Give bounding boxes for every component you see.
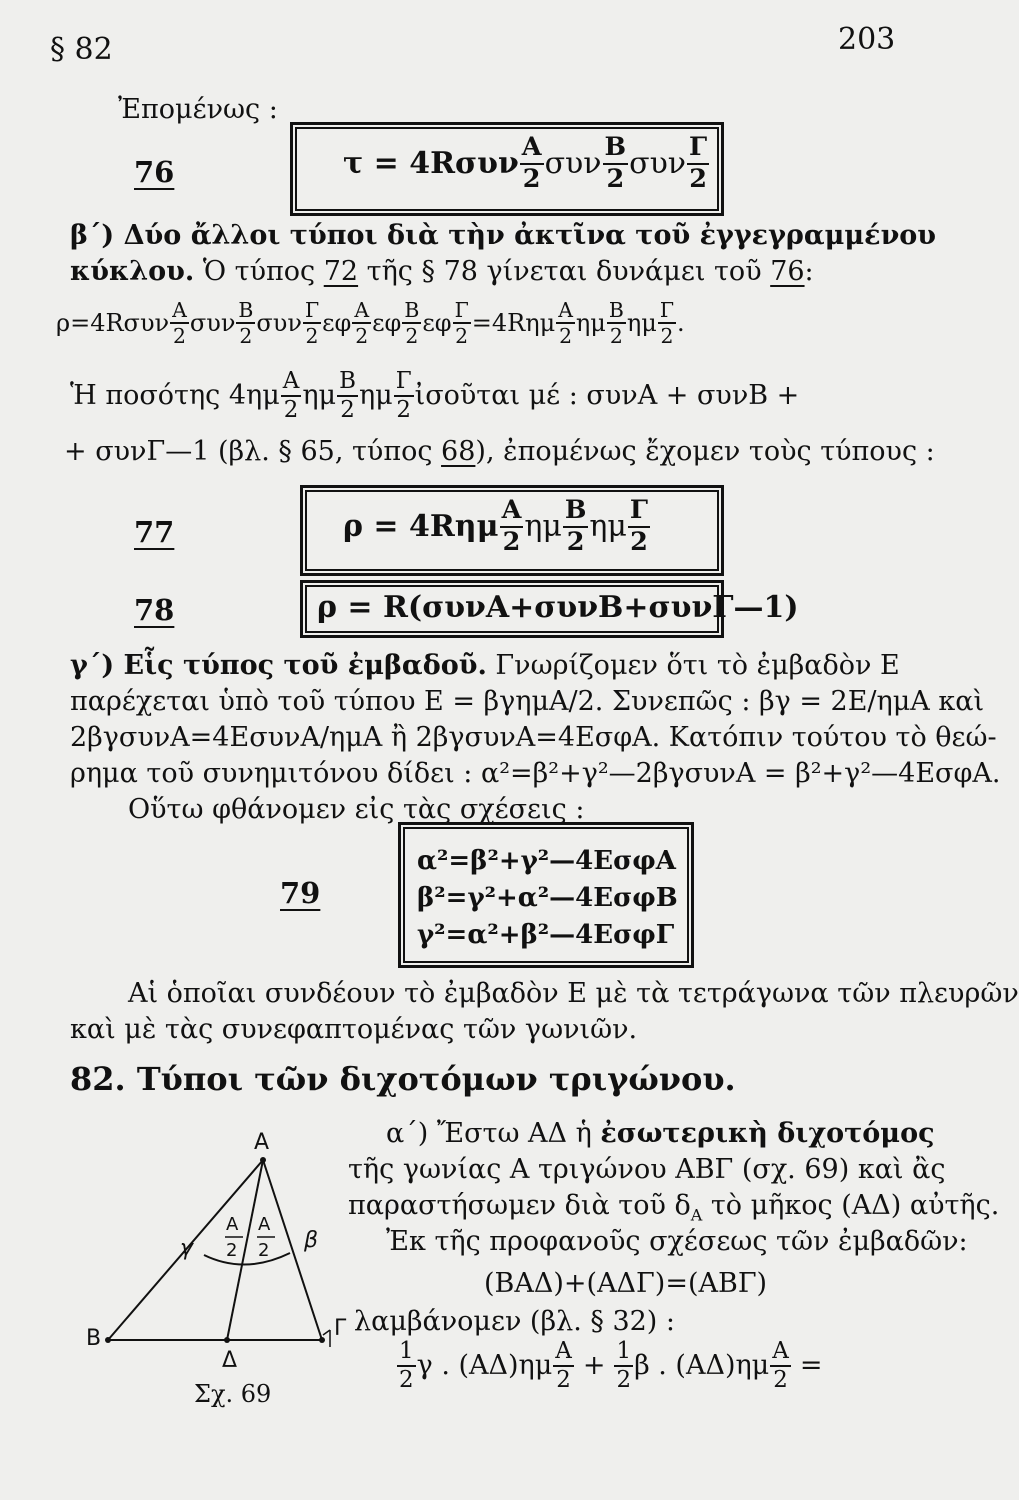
para-b-line1 <box>70 218 936 254</box>
eq-part: εφ <box>422 309 452 338</box>
frac-two: 2 <box>556 1366 571 1393</box>
formula-79-row: α²=β²+γ²—4EσφA <box>417 846 676 876</box>
section-82-title: 82. Τύποι τῶν διχοτόμων τριγώνου. <box>70 1060 736 1098</box>
para-b-line2 <box>70 254 814 290</box>
eq-part: . <box>677 309 685 338</box>
posotis-after: ἰσοῦται μέ : συνA + συνB + <box>414 379 800 411</box>
formula-76-syn2: συν <box>629 146 687 181</box>
para-g-heading: γ΄) Εἷς τύπος τοῦ ἐμβαδοῦ. <box>70 650 487 681</box>
after79-line1: Αἱ ὁποῖαι συνδέουν τὸ ἐμβαδὸν E μὲ τὰ τετράγωνα τῶν πλευρῶν <box>128 978 1019 1009</box>
posotis-line1 <box>70 370 799 422</box>
para-a-l3a: παραστήσωμεν διὰ τοῦ δ <box>348 1190 691 1221</box>
last-eq-beta: β . (AΔ)ημ <box>634 1349 770 1381</box>
formula-77 <box>343 495 651 557</box>
frac-den: 2 <box>455 324 469 349</box>
posotis-l2a: + συνΓ—1 (βλ. § 65, τύπος <box>64 436 442 467</box>
vertex-b <box>105 1337 111 1343</box>
ref-76: 76 <box>770 256 805 287</box>
frac-den: 2 <box>502 526 521 557</box>
ref-68: 68 <box>441 436 476 467</box>
label-d: Δ <box>222 1348 238 1373</box>
frac-g: Γ <box>658 300 676 324</box>
frac-two: 2 <box>773 1366 788 1393</box>
frac-g: Γ <box>628 498 650 528</box>
eq-part: ρ=4Rσυν <box>56 309 170 338</box>
last-eq-equals: = <box>799 1349 823 1381</box>
last-eq-plus: + <box>582 1349 606 1381</box>
figure-caption: Σχ. 69 <box>194 1380 272 1408</box>
vertex-g <box>319 1337 325 1343</box>
label-beta: β <box>304 1228 319 1253</box>
formula-77-number: 77 <box>134 515 175 549</box>
frac-den: 2 <box>559 324 573 349</box>
frac-b: B <box>236 300 255 324</box>
para-g-line3: 2βγσυνA=4EσυνA/ημA ἢ 2βγσυνA=4EσφA. Κατόπιν τούτου τὸ θεώ- <box>70 722 997 753</box>
frac-a: A <box>170 300 189 324</box>
para-a-line5: (BAΔ)+(AΔΓ)=(ABΓ) <box>484 1268 768 1299</box>
formula-77-eta: ημ <box>589 509 627 544</box>
frac-b: B <box>563 498 589 528</box>
frac-den: 2 <box>283 396 299 423</box>
formula-76-syn1: συν <box>544 146 602 181</box>
frac-den: 2 <box>630 526 648 557</box>
last-equation <box>396 1340 822 1392</box>
label-g: Γ <box>334 1316 347 1341</box>
para-a-line6: λαμβάνομεν (βλ. § 32) : <box>354 1306 676 1337</box>
label-a: A <box>254 1130 270 1155</box>
g-tick <box>323 1330 330 1335</box>
posotis-mid: ημ <box>358 379 393 411</box>
vertex-d <box>224 1337 230 1343</box>
ref-72: 72 <box>323 256 359 287</box>
label-gamma: γ <box>180 1236 194 1261</box>
frac-den: 2 <box>660 324 674 349</box>
formula-76 <box>343 132 710 194</box>
frac-a: A <box>556 300 575 324</box>
para-a-text: α΄) Ἔστω AΔ ἡ <box>386 1118 601 1149</box>
eq-part: εφ <box>322 309 352 338</box>
last-eq-gamma: γ . (AΔ)ημ <box>416 1349 553 1381</box>
formula-79-rows <box>417 843 678 954</box>
frac-g: Γ <box>394 370 414 397</box>
triangle-abg <box>108 1160 322 1340</box>
posotis-l2b: ), ἐπομένως ἔχομεν τοὺς τύπους : <box>475 436 935 467</box>
frac-one: 1 <box>397 1340 416 1367</box>
frac-a: A <box>770 1340 791 1367</box>
frac-den: 2 <box>609 324 623 349</box>
para-g-line4: ρημα τοῦ συνημιτόνου δίδει : α²=β²+γ²—2βγσυνA = β²+γ²—4EσφA. <box>70 758 1001 789</box>
eq-part: ημ <box>626 309 657 338</box>
formula-79-row: γ²=α²+β²—4EσφΓ <box>417 920 675 950</box>
eq-part: εφ <box>372 309 402 338</box>
para-g-text: Γνωρίζομεν ὅτι τὸ ἐμβαδὸν E <box>486 650 900 681</box>
para-b-text3: : <box>804 256 814 287</box>
para-a-line2: τῆς γωνίας A τριγώνου ABΓ (σχ. 69) καὶ ἂς <box>348 1154 946 1185</box>
para-a-line4: Ἐκ τῆς προφανοῦς σχέσεως τῶν ἐμβαδῶν: <box>386 1226 968 1257</box>
formula-79-number: 79 <box>280 876 321 910</box>
para-g-line5: Οὕτω φθάνομεν εἰς τὰς σχέσεις : <box>128 794 585 825</box>
para-b-heading: β΄) Δύο ἄλλοι τύποι διὰ τὴν ἀκτῖνα τοῦ ἐγγεγραμμένου <box>70 220 937 251</box>
frac-den: 2 <box>396 396 411 423</box>
rho-equation <box>56 300 685 347</box>
formula-77-box <box>300 485 724 576</box>
frac-den: 2 <box>239 324 253 349</box>
label-half-num1: A <box>226 1214 239 1235</box>
frac-a: A <box>553 1340 574 1367</box>
formula-76-box <box>290 122 724 216</box>
para-g-line1 <box>70 648 900 684</box>
frac-b: B <box>603 135 629 165</box>
eq-part: συν <box>256 309 302 338</box>
frac-a: A <box>500 498 524 528</box>
frac-two: 2 <box>399 1366 414 1393</box>
label-half-num2: A <box>258 1214 271 1235</box>
frac-g: Γ <box>303 300 321 324</box>
frac-den: 2 <box>405 324 419 349</box>
after79-line2: καὶ μὲ τὰς συνεφαπτομένας τῶν γωνιῶν. <box>70 1014 638 1045</box>
posotis-start: Ἡ ποσότης 4ημ <box>70 379 280 411</box>
frac-b: B <box>337 370 358 397</box>
intro-text: Ἐπομένως : <box>118 94 278 125</box>
eq-part: συν <box>189 309 236 338</box>
formula-76-lhs: τ = 4Rσυν <box>343 146 519 181</box>
formula-77-lhs: ρ = 4Rημ <box>343 509 499 544</box>
formula-78-box <box>300 580 799 638</box>
formula-78: ρ = R(συνA+συνB+συνΓ—1) <box>317 590 799 625</box>
eq-part: ημ <box>575 309 606 338</box>
frac-g: Γ <box>453 300 471 324</box>
frac-b: B <box>402 300 421 324</box>
para-b-text: Ὁ τύπος <box>194 256 324 287</box>
frac-den: 2 <box>355 324 369 349</box>
para-a-l3b: τὸ μῆκος (AΔ) αὐτῆς. <box>702 1190 1000 1221</box>
posotis-mid: ημ <box>302 379 337 411</box>
frac-den: 2 <box>689 163 707 194</box>
para-b-text2: τῆς § 78 γίνεται δυνάμει τοῦ <box>358 256 771 287</box>
page-number: 203 <box>838 22 896 57</box>
label-half-den2: 2 <box>258 1240 270 1261</box>
section-marker: § 82 <box>50 32 113 67</box>
posotis-line2 <box>64 434 935 470</box>
para-b-heading2: κύκλου. <box>70 256 195 287</box>
formula-76-number: 76 <box>134 155 175 189</box>
frac-b: B <box>607 300 626 324</box>
para-a-bold: ἐσωτερικὴ διχοτόμος <box>600 1118 935 1149</box>
frac-one: 1 <box>614 1340 633 1367</box>
frac-den: 2 <box>566 526 585 557</box>
formula-77-eta: ημ <box>524 509 562 544</box>
frac-two: 2 <box>616 1366 632 1393</box>
frac-g: Γ <box>687 135 709 165</box>
label-half-den1: 2 <box>226 1240 238 1261</box>
frac-den: 2 <box>340 396 355 423</box>
formula-78-number: 78 <box>134 593 175 627</box>
frac-den: 2 <box>173 324 186 349</box>
frac-a: A <box>281 370 302 397</box>
frac-den: 2 <box>606 163 625 194</box>
frac-a: A <box>520 135 544 165</box>
vertex-a <box>260 1157 266 1163</box>
frac-den: 2 <box>522 163 541 194</box>
eq-part: =4Rημ <box>471 309 556 338</box>
para-g-line2: παρέχεται ὑπὸ τοῦ τύπου E = βγημA/2. Συνεπῶς : βγ = 2E/ημA καὶ <box>70 686 985 717</box>
formula-79-box <box>398 822 694 968</box>
angle-arc <box>204 1253 290 1265</box>
frac-a: A <box>352 300 371 324</box>
frac-den: 2 <box>305 324 319 349</box>
formula-79-row: β²=γ²+α²—4EσφB <box>417 883 678 913</box>
label-b: B <box>86 1326 102 1351</box>
para-a-line1 <box>386 1116 935 1152</box>
para-a-sub: A <box>690 1205 703 1225</box>
